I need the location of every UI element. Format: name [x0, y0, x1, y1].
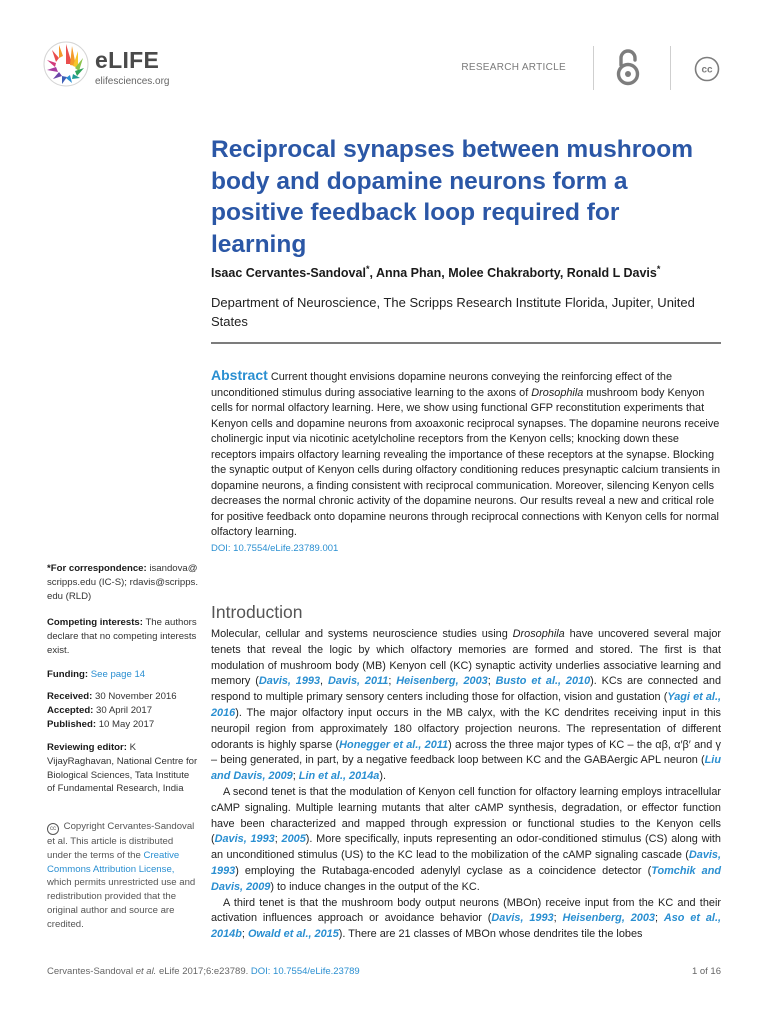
funding-label: Funding:	[47, 669, 89, 680]
introduction-body	[211, 627, 721, 943]
publication-dates	[47, 690, 199, 731]
footer-citation: Cervantes-Sandoval et al. eLife 2017;6:e23789. DOI: 10.7554/eLife.23789	[47, 966, 360, 977]
correspondence-label: *For correspondence:	[47, 563, 147, 574]
citation-link[interactable]: Busto et al., 2010	[495, 675, 591, 688]
competing-interests	[47, 616, 199, 657]
article-title: Reciprocal synapses between mushroom body and dopamine neurons form a positive feedback loop required for learning	[211, 136, 693, 258]
competing-text: The authors declare that no competing interests exist.	[47, 617, 197, 656]
author-name[interactable]: Isaac Cervantes-Sandoval	[211, 266, 366, 281]
header-divider	[670, 46, 671, 90]
citation-link[interactable]: Tomchik and Davis, 2009	[211, 864, 721, 893]
citation-link[interactable]: Davis, 1993	[211, 849, 721, 877]
author-list: Isaac Cervantes-Sandoval*, Anna Phan, Molee Chakraborty, Ronald L Davis*	[211, 264, 661, 281]
elife-url[interactable]: elifesciences.org	[95, 76, 170, 87]
citation-link[interactable]: Heisenberg, 2003	[396, 675, 488, 688]
abstract-species: Drosophila	[531, 386, 584, 399]
cc-label: cc	[701, 64, 713, 76]
editor-label: Reviewing editor:	[47, 742, 127, 753]
abstract-doi-link[interactable]: DOI: 10.7554/eLife.23789.001	[211, 542, 339, 554]
author-name[interactable]: Ronald L Davis	[566, 266, 657, 281]
citation-link[interactable]: Davis, 1993	[491, 912, 554, 925]
citation-link[interactable]: Honegger et al., 2011	[339, 738, 449, 751]
cc-license-link[interactable]: Creative Commons Attribution License,	[47, 849, 180, 875]
funding-link[interactable]: See page 14	[90, 669, 146, 680]
citation-link[interactable]: Davis, 1993	[258, 675, 321, 688]
corresponding-author-mark: *	[656, 264, 661, 274]
abstract-text: Current thought envisions dopamine neurons conveying the reinforcing effect of the unconditioned stimulus during associative learning to the axons of	[211, 371, 673, 399]
intro-paragraph-3: A third tenet is that the mushroom body output neurons (MBOn) receive input from the KC and their activation influences approach or avoidance behavior (Davis, 1993; Heisenberg, 2003; Aso et al., 2014b; Owald et al., 2015). There are 21 classes of MBOn whose dendrites tile the lobes	[211, 896, 721, 941]
citation-link[interactable]: Liu and Davis, 2009	[211, 754, 721, 783]
footer-doi-link[interactable]: DOI: 10.7554/eLife.23789	[250, 966, 360, 977]
title-rule	[211, 342, 721, 344]
competing-label: Competing interests:	[47, 617, 143, 628]
corresponding-author-mark: *	[365, 264, 370, 274]
abstract-heading: Abstract	[211, 367, 268, 383]
citation-link[interactable]: Aso et al., 2014b	[211, 912, 721, 941]
intro-paragraph-2: A second tenet is that the modulation of Kenyon cell function for olfactory learning employs intracellular cAMP signaling. Multiple learning mutants that alter cAMP synthesis, degradation, or effector function have been characterized and mapped through expression or functional studies to the Kenyon cells (Davis, 1993; 2005). More specifically, inputs representing an odor-conditioned stimulus (CS) along with an unconditioned stimulus (US) to the KC lead to the mobilization of the cAMP signaling cascade (Davis, 1993) employing the Rutabaga-encoded adenylyl cyclase as a coincidence detector (Tomchik and Davis, 2009) to induce changes in the output of the KC.	[211, 785, 721, 893]
funding	[47, 668, 199, 682]
page-number: 1 of 16	[691, 966, 721, 977]
citation-link[interactable]: Lin et al., 2014a	[298, 770, 380, 783]
abstract	[211, 368, 721, 556]
creative-commons-icon[interactable]	[694, 56, 720, 82]
citation-link[interactable]: Yagi et al., 2016	[211, 691, 721, 719]
citation-link[interactable]: 2005	[281, 833, 306, 846]
published-date: Published: 10 May 2017	[47, 718, 155, 730]
reviewing-editor	[47, 741, 199, 796]
citation-link[interactable]: Heisenberg, 2003	[562, 912, 655, 925]
abstract-text: mushroom body Kenyon cells for normal olfactory learning. Here, we show using functional GFP reconstitution experiments that Kenyon cells and dopamine neurons from axoaxonic reciprocal synapses. The dopamine neurons receive cholinergic input via nicotinic acetylcholine receptors from the Kenyon cells; knocking down these receptors impairs olfactory learning revealing the importance of these receptors at the synapse. Blocking the synaptic output of Kenyon cells during olfactory conditioning reduces presynaptic calcium transients in dopamine neurons, a finding consistent with reciprocal communication. Moreover, silencing Kenyon cells decreases the normal chronic activity of the dopamine neurons. Our results reveal a new and critical role for positive feedback onto dopamine neurons through reciprocal connections with Kenyon cells for normal olfactory learning.	[211, 386, 721, 538]
received-date: Received: 30 November 2016	[47, 691, 177, 702]
copyright-cc-icon: cc	[47, 823, 59, 835]
citation-link[interactable]: Davis, 2011	[327, 675, 389, 688]
editor-text: K VijayRaghavan, National Centre for Biological Sciences, Tata Institute of Fundamental Research, India	[47, 742, 198, 795]
affiliation: Department of Neuroscience, The Scripps Research Institute Florida, Jupiter, United States	[211, 295, 695, 329]
accepted-date: Accepted: 30 April 2017	[47, 704, 153, 716]
header-divider	[593, 46, 594, 90]
species-name: Drosophila	[512, 628, 565, 640]
open-access-icon[interactable]	[612, 47, 644, 87]
article-type-label: RESEARCH ARTICLE	[461, 62, 566, 73]
citation-link[interactable]: Owald et al., 2015	[247, 928, 339, 941]
author-name[interactable]: Molee Chakraborty	[448, 266, 560, 281]
citation-link[interactable]: Davis, 1993	[214, 833, 275, 846]
elife-wordmark: eLIFE	[95, 47, 160, 73]
intro-paragraph-1: Molecular, cellular and systems neuroscience studies using Drosophila have uncovered several major tenets that reveal the logic by which olfactory memories are formed and stored. The first is that modulation of mushroom body (MB) Kenyon cell (KC) synaptic activity underlies associative learning and memory (Davis, 1993, Davis, 2011; Heisenberg, 2003; Busto et al., 2010). KCs are connected and respond to multiple primary sensory centers including those for olfaction, vision and gustation (Yagi et al., 2016). The major olfactory input occurs in the MB calyx, with the KC dendrites receiving input in this neuropil region from approximately 180 olfactory projection neurons. The representation of different odorants is highly sparse (Honegger et al., 2011) across the three major types of KC – the αβ, α′β′ and γ – being generated, in part, by a negative feedback loop between KC and the GABAergic APL neuron (Liu and Davis, 2009; Lin et al., 2014a).	[211, 628, 722, 783]
elife-logo[interactable]	[42, 40, 182, 94]
section-heading-introduction: Introduction	[211, 602, 303, 622]
correspondence-emails[interactable]: isandova@ scripps.edu (IC-S); rdavis@scripps. edu (RLD)	[47, 563, 199, 602]
author-name[interactable]: Anna Phan	[375, 266, 442, 281]
correspondence-note	[47, 562, 199, 603]
elife-logo-icon	[42, 40, 90, 88]
copyright-notice: cc Copyright Cervantes-Sandoval et al. This article is distributed under the terms of the Creative Commons Attribution License, which permits unrestricted use and redistribution provided that the original author and source are credited.	[47, 821, 196, 930]
